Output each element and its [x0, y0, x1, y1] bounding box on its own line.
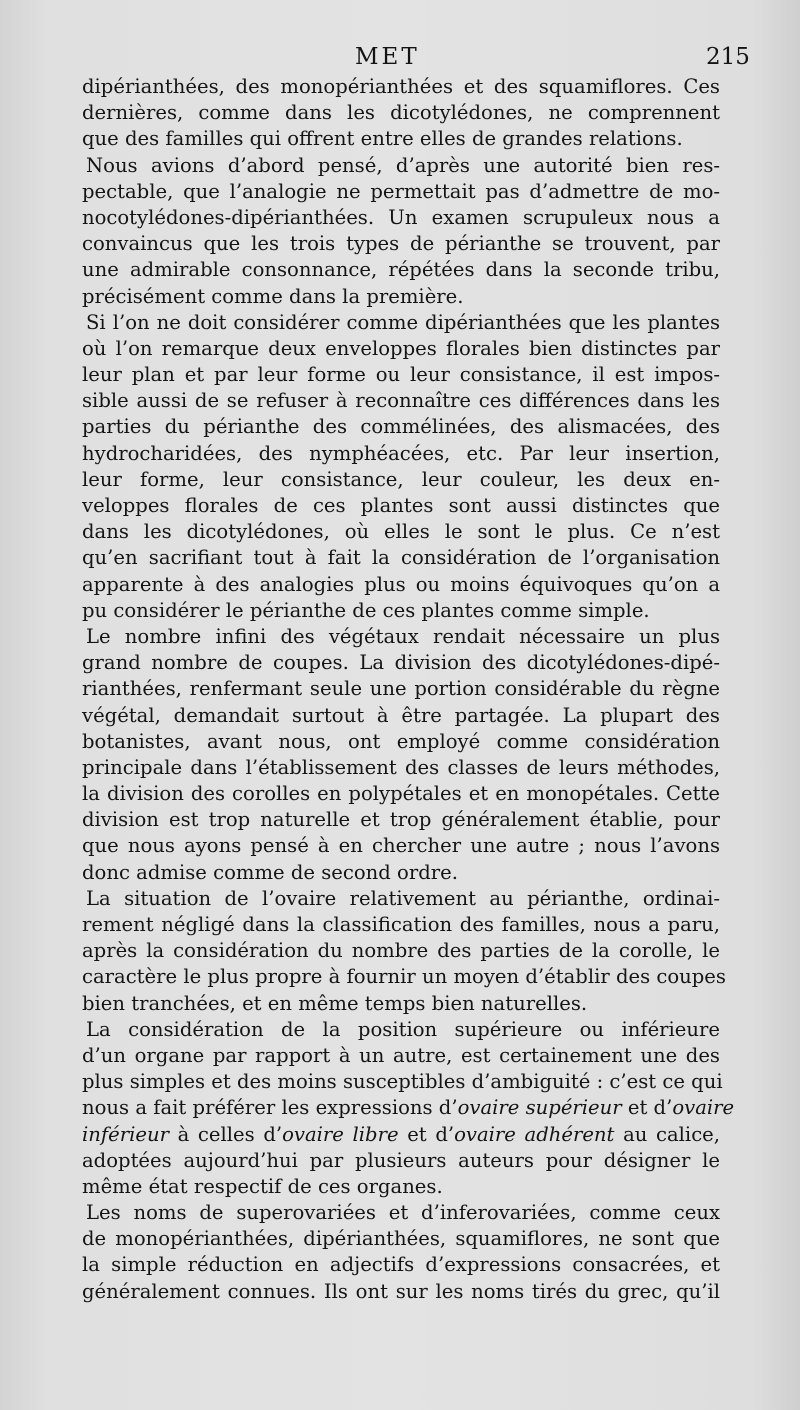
text-line: apparente à des analogies plus ou moins équivoques qu’on a: [82, 572, 720, 596]
text-line: parties du périanthe des commélinées, des alismacées, des: [82, 415, 720, 439]
text-line: que des familles qui offrent entre elles de grandes relations.: [82, 127, 683, 151]
text-line: adoptées aujourd’hui par plusieurs auteurs pour désigner le: [82, 1148, 720, 1172]
text-line-mixed: [82, 1095, 735, 1121]
text-line: Les noms de superovariées et d’inferovariées, comme ceux: [86, 1201, 720, 1225]
paragraph: [82, 886, 726, 1017]
text-line: végétal, demandait surtout à être partagée. La plupart des: [82, 703, 720, 727]
text-line: Nous avions d’abord pensé, d’après une autorité bien res-: [86, 153, 720, 177]
paragraph: [82, 153, 720, 310]
text-line: dipérianthées, des monopérianthées et des squamiflores. Ces: [82, 75, 720, 98]
text-line: pectable, que l’analogie ne permettait pas d’admettre de mo-: [82, 179, 720, 203]
italic-term: ovaire supérieur: [457, 1096, 622, 1120]
text-fragment: nous a fait préférer les expressions d’: [82, 1096, 458, 1120]
text-line: que nous ayons pensé à en chercher une autre ; nous l’avons: [82, 834, 720, 858]
text-line: précisément comme dans la première.: [82, 284, 464, 308]
italic-term: ovaire adhérent: [454, 1122, 615, 1146]
text-line: leur plan et par leur forme ou leur consistance, il est impos-: [82, 363, 720, 387]
text-line: hydrocharidées, des nymphéacées, etc. Par leur insertion,: [82, 441, 720, 465]
text-line: bien tranchées, et en même temps bien naturelles.: [82, 991, 588, 1015]
text-line: d’un organe par rapport à un autre, est certainement une des: [82, 1043, 720, 1067]
text-line: leur forme, leur consistance, leur couleur, les deux en-: [82, 467, 720, 491]
text-line: sible aussi de se refuser à reconnaître ces différences dans les: [82, 389, 720, 413]
text-line: où l’on remarque deux enveloppes florales bien distinctes par: [82, 336, 720, 360]
text-line: division est trop naturelle et trop généralement établie, pour: [82, 808, 720, 832]
text-fragment: au calice,: [614, 1122, 720, 1146]
text-line: nocotylédones-dipérianthées. Un examen scrupuleux nous a: [82, 205, 720, 229]
text-line: caractère le plus propre à fournir un moyen d’établir des coupes: [82, 965, 726, 989]
text-line: même état respectif de ces organes.: [82, 1174, 443, 1198]
text-line: qu’en sacrifiant tout à fait la considération de l’organisation: [82, 546, 720, 570]
page-number: 215: [706, 44, 750, 70]
text-line: de monopérianthées, dipérianthées, squamiflores, ne sont que: [82, 1227, 720, 1251]
text-line: veloppes florales de ces plantes sont aussi distinctes que: [82, 494, 720, 517]
text-line: Si l’on ne doit considérer comme dipérianthées que les plantes: [86, 310, 720, 334]
running-title: MET: [355, 44, 420, 70]
running-head: [0, 42, 800, 72]
text-line: la division des corolles en polypétales et en monopétales. Cette: [82, 782, 720, 806]
text-line: dernières, comme dans les dicotylédones, ne comprennent: [82, 101, 720, 125]
text-line: botanistes, avant nous, ont employé comme considération: [82, 729, 720, 753]
italic-term: ovaire libre: [282, 1122, 399, 1146]
body-text: [82, 74, 735, 1305]
paragraph: [82, 310, 720, 624]
text-line: dans les dicotylédones, où elles le sont le plus. Ce n’est: [82, 520, 720, 544]
text-fragment: et d’: [398, 1122, 455, 1146]
text-line-mixed: [82, 1122, 720, 1148]
text-line: Le nombre infini des végétaux rendait nécessaire un plus: [86, 624, 720, 648]
text-line: convaincus que les trois types de périanthe se trouvent, par: [82, 232, 720, 256]
text-line: rement négligé dans la classification des familles, nous a paru,: [82, 913, 720, 936]
text-line: après la considération du nombre des parties de la corolle, le: [82, 939, 720, 963]
italic-term: inférieur: [82, 1122, 169, 1146]
paragraph: [82, 74, 720, 153]
italic-term: ovaire: [672, 1096, 735, 1120]
text-line: rianthées, renfermant seule une portion considérable du règne: [82, 677, 720, 701]
text-fragment: à celles d’: [168, 1122, 283, 1146]
text-line: principale dans l’établissement des classes de leurs méthodes,: [82, 755, 720, 779]
text-line: La considération de la position supérieure ou inférieure: [86, 1017, 720, 1041]
text-line: La situation de l’ovaire relativement au périanthe, ordinai-: [86, 886, 720, 910]
text-line: une admirable consonnance, répétées dans la seconde tribu,: [82, 258, 720, 282]
text-line: plus simples et des moins susceptibles d’ambiguité : c’est ce qui: [82, 1070, 723, 1094]
paragraph: [82, 1200, 720, 1305]
text-line: donc admise comme de second ordre.: [82, 860, 458, 884]
paragraph: [82, 1017, 735, 1200]
text-fragment: et d’: [621, 1096, 673, 1120]
text-line: grand nombre de coupes. La division des dicotylédones-dipé-: [82, 651, 720, 675]
paragraph: [82, 624, 720, 886]
text-line: la simple réduction en adjectifs d’expressions consacrées, et: [82, 1253, 720, 1277]
text-line: généralement connues. Ils ont sur les noms tirés du grec, qu’il: [82, 1279, 720, 1303]
text-line: pu considérer le périanthe de ces plantes comme simple.: [82, 598, 650, 622]
